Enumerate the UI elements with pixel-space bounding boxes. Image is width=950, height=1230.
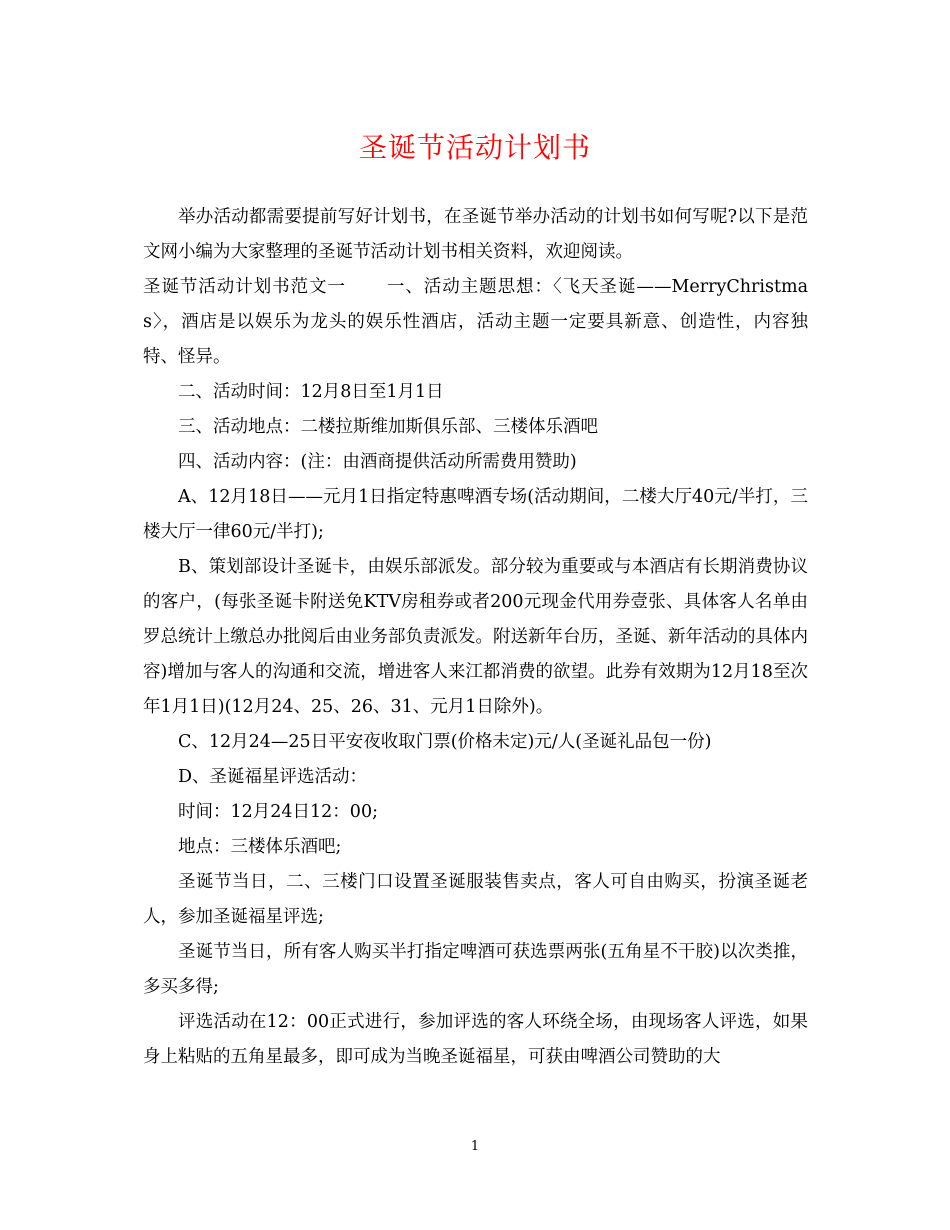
body-paragraph: 圣诞节当日，所有客人购买半打指定啤酒可获选票两张(五角星不干胶)以次类推，多买多得;: [143, 942, 808, 997]
body-paragraph: 圣诞节当日，二、三楼门口设置圣诞服装售卖点，客人可自由购买，扮演圣诞老人，参加圣诞福星评选;: [143, 872, 808, 927]
theme-text: 一、活动主题思想：〈飞天圣诞——MerryChristmas〉，酒店是以娱乐为龙头的娱乐性酒店，活动主题一定要具新意、创造性，内容独特、怪异。: [143, 277, 809, 367]
body-paragraph: 时间：12月24日12：00;: [178, 802, 378, 822]
body-paragraph: 三、活动地点：二楼拉斯维加斯俱乐部、三楼体乐酒吧: [178, 417, 598, 437]
body-paragraph: 评选活动在12：00正式进行，参加评选的客人环绕全场，由现场客人评选，如果身上粘贴的五角星最多，即可成为当晚圣诞福星，可获由啤酒公司赞助的大: [143, 1012, 808, 1067]
sample-heading: 圣诞节活动计划书范文一: [143, 277, 346, 297]
body-paragraph: D、圣诞福星评选活动：: [178, 767, 368, 787]
document-body: [143, 200, 808, 1075]
body-paragraph: 地点：三楼体乐酒吧;: [178, 837, 342, 857]
page-number: 1: [470, 1139, 480, 1154]
body-paragraph: C、12月24—25日平安夜收取门票(价格未定)元/人(圣诞礼品包一份): [178, 732, 712, 752]
body-paragraph: B、策划部设计圣诞卡，由娱乐部派发。部分较为重要或与本酒店有长期消费协议的客户，(每张圣诞卡附送免KTV房租券或者200元现金代用券壹张、具体客人名单由罗总统计上缴总办批阅后由业务部负责派发。附送新年台历，圣诞、新年活动的具体内容)增加与客人的沟通和交流，增进客人来江都消费的欲望。此券有效期为12月18至次年1月1日)(12月24、25、26、31、元月1日除外)。: [143, 557, 808, 717]
body-paragraph: 四、活动内容：(注：由酒商提供活动所需费用赞助): [178, 452, 577, 472]
document-title: 圣诞节活动计划书: [358, 131, 591, 164]
intro-paragraph: 举办活动都需要提前写好计划书，在圣诞节举办活动的计划书如何写呢?以下是范文网小编为大家整理的圣诞节活动计划书相关资料，欢迎阅读。: [143, 207, 808, 262]
body-paragraph: 二、活动时间：12月8日至1月1日: [178, 382, 444, 402]
theme-paragraph: [143, 270, 808, 375]
body-paragraph: A、12月18日——元月1日指定特惠啤酒专场(活动期间，二楼大厅40元/半打，三楼大厅一律60元/半打);: [143, 487, 808, 542]
